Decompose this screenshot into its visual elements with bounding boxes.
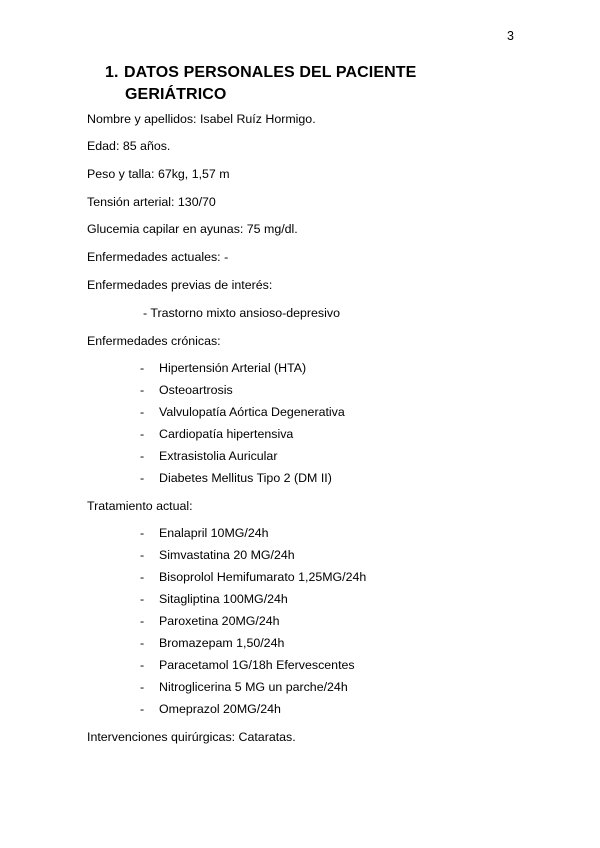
list-dash: -	[140, 592, 145, 606]
list-item-text: Osteoartrosis	[159, 383, 233, 397]
enfermedades-previas-item: - Trastorno mixto ansioso-depresivo	[143, 306, 340, 320]
section-title-line1: DATOS PERSONALES DEL PACIENTE	[124, 64, 417, 81]
list-item-text: Hipertensión Arterial (HTA)	[159, 361, 307, 375]
list-item-text: Omeprazol 20MG/24h	[159, 702, 281, 716]
list-dash: -	[140, 658, 145, 672]
list-dash: -	[140, 427, 145, 441]
list-item-text: Extrasistolia Auricular	[159, 449, 278, 463]
list-item-text: Cardiopatía hipertensiva	[159, 427, 294, 441]
section-heading	[105, 62, 416, 106]
section-title-line2: GERIÁTRICO	[125, 86, 227, 103]
field-enfermedades-previas: Enfermedades previas de interés:	[87, 278, 273, 292]
page-number: 3	[507, 29, 514, 43]
list-dash: -	[140, 471, 145, 485]
list-dash: -	[140, 405, 145, 419]
list-item-text: Paracetamol 1G/18h Efervescentes	[159, 658, 355, 672]
list-item-text: Enalapril 10MG/24h	[159, 526, 269, 540]
section-number: 1.	[105, 64, 119, 81]
list-dash: -	[140, 361, 145, 375]
field-tension-arterial: Tensión arterial: 130/70	[87, 195, 216, 209]
field-glucemia: Glucemia capilar en ayunas: 75 mg/dl.	[87, 222, 298, 236]
field-edad: Edad: 85 años.	[87, 139, 171, 153]
list-dash: -	[140, 702, 145, 716]
list-dash: -	[140, 680, 145, 694]
list-dash: -	[140, 383, 145, 397]
list-item-text: Simvastatina 20 MG/24h	[159, 548, 295, 562]
list-dash: -	[140, 449, 145, 463]
list-item-text: Paroxetina 20MG/24h	[159, 614, 280, 628]
field-peso-talla: Peso y talla: 67kg, 1,57 m	[87, 167, 230, 181]
field-tratamiento-actual: Tratamiento actual:	[87, 499, 193, 513]
list-item-text: Bromazepam 1,50/24h	[159, 636, 285, 650]
list-dash: -	[140, 526, 145, 540]
list-item-text: Bisoprolol Hemifumarato 1,25MG/24h	[159, 570, 367, 584]
list-dash: -	[140, 636, 145, 650]
field-enfermedades-cronicas: Enfermedades crónicas:	[87, 334, 221, 348]
field-nombre: Nombre y apellidos: Isabel Ruíz Hormigo.	[87, 112, 316, 126]
list-item-text: Diabetes Mellitus Tipo 2 (DM II)	[159, 471, 332, 485]
field-intervenciones-quirurgicas: Intervenciones quirúrgicas: Cataratas.	[87, 730, 296, 744]
list-item-text: Sitagliptina 100MG/24h	[159, 592, 288, 606]
list-dash: -	[140, 570, 145, 584]
list-dash: -	[140, 548, 145, 562]
field-enfermedades-actuales: Enfermedades actuales: -	[87, 250, 229, 264]
list-item-text: Nitroglicerina 5 MG un parche/24h	[159, 680, 348, 694]
list-dash: -	[140, 614, 145, 628]
list-item-text: Valvulopatía Aórtica Degenerativa	[159, 405, 345, 419]
